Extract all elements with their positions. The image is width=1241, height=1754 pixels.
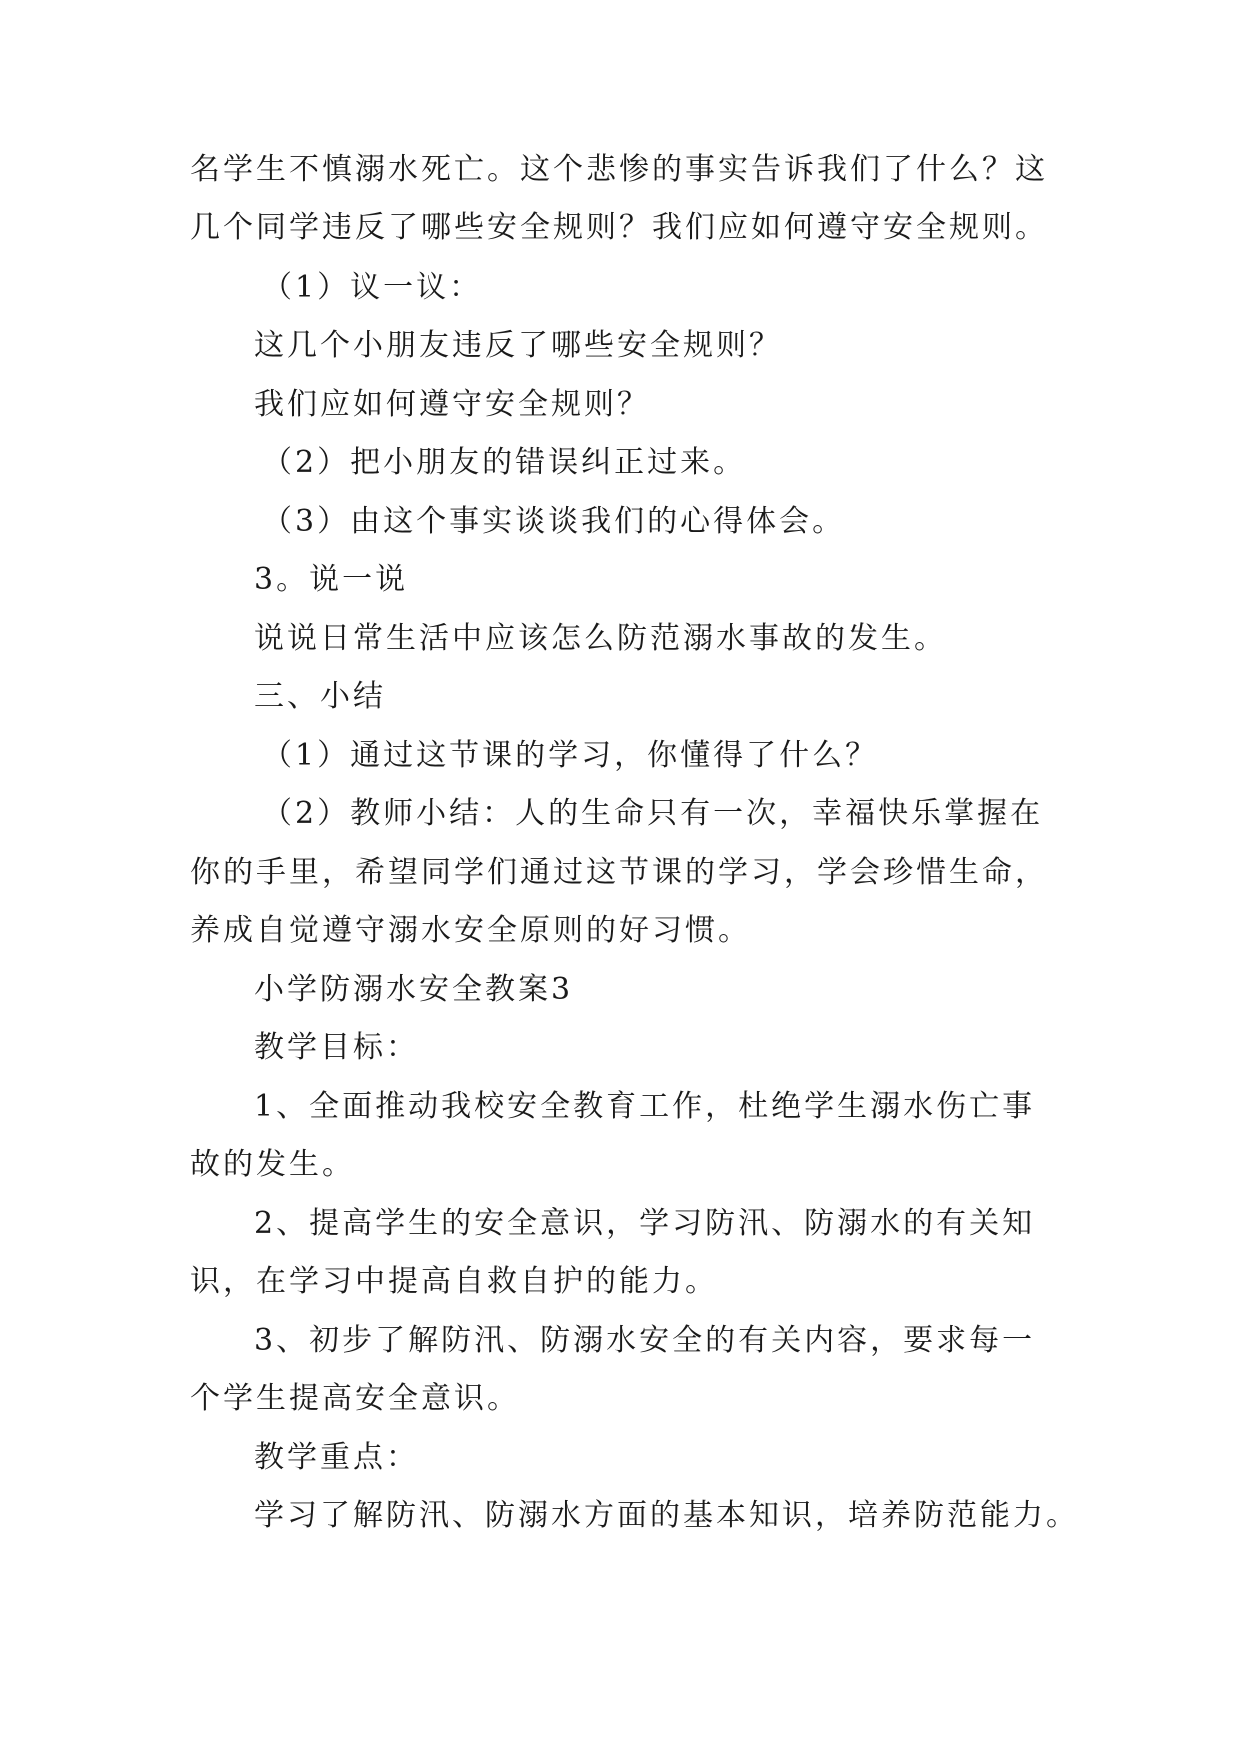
text-line: 故的发生。 bbox=[190, 1147, 355, 1182]
text-line: 说说日常生活中应该怎么防范溺水事故的发生。 bbox=[254, 621, 947, 656]
text-line: 3。说一说 bbox=[254, 562, 409, 597]
text-line: 我们应如何遵守安全规则？ bbox=[254, 387, 650, 422]
text-line: （3）由这个事实谈谈我们的心得体会。 bbox=[262, 504, 846, 539]
section-heading: 教学重点： bbox=[254, 1440, 419, 1475]
text-line: 3、初步了解防汛、防溺水安全的有关内容，要求每一 bbox=[254, 1323, 1036, 1358]
text-line: 养成自觉遵守溺水安全原则的好习惯。 bbox=[190, 913, 751, 948]
text-line: 你的手里，希望同学们通过这节课的学习，学会珍惜生命， bbox=[190, 855, 1048, 890]
text-line: 2、提高学生的安全意识，学习防汛、防溺水的有关知 bbox=[254, 1206, 1036, 1241]
text-line: 这几个小朋友违反了哪些安全规则？ bbox=[254, 328, 782, 363]
text-line: 识，在学习中提高自救自护的能力。 bbox=[190, 1264, 718, 1299]
text-line: 个学生提高安全意识。 bbox=[190, 1381, 520, 1416]
text-line: 1、全面推动我校安全教育工作，杜绝学生溺水伤亡事 bbox=[254, 1089, 1036, 1124]
text-line: 学习了解防汛、防溺水方面的基本知识，培养防范能力。 bbox=[254, 1498, 1079, 1533]
text-line: 名学生不慎溺水死亡。这个悲惨的事实告诉我们了什么？这 bbox=[190, 152, 1048, 187]
section-heading: 教学目标： bbox=[254, 1030, 419, 1065]
section-heading: 三、小结 bbox=[254, 679, 386, 714]
document-subtitle: 小学防溺水安全教案3 bbox=[254, 972, 574, 1007]
text-line: （2）教师小结：人的生命只有一次，幸福快乐掌握在 bbox=[262, 796, 1044, 831]
text-line: （1）通过这节课的学习，你懂得了什么？ bbox=[262, 738, 879, 773]
text-line: （2）把小朋友的错误纠正过来。 bbox=[262, 445, 747, 480]
text-line: 几个同学违反了哪些安全规则？我们应如何遵守安全规则。 bbox=[190, 210, 1048, 245]
text-line: （1）议一议： bbox=[262, 270, 483, 305]
